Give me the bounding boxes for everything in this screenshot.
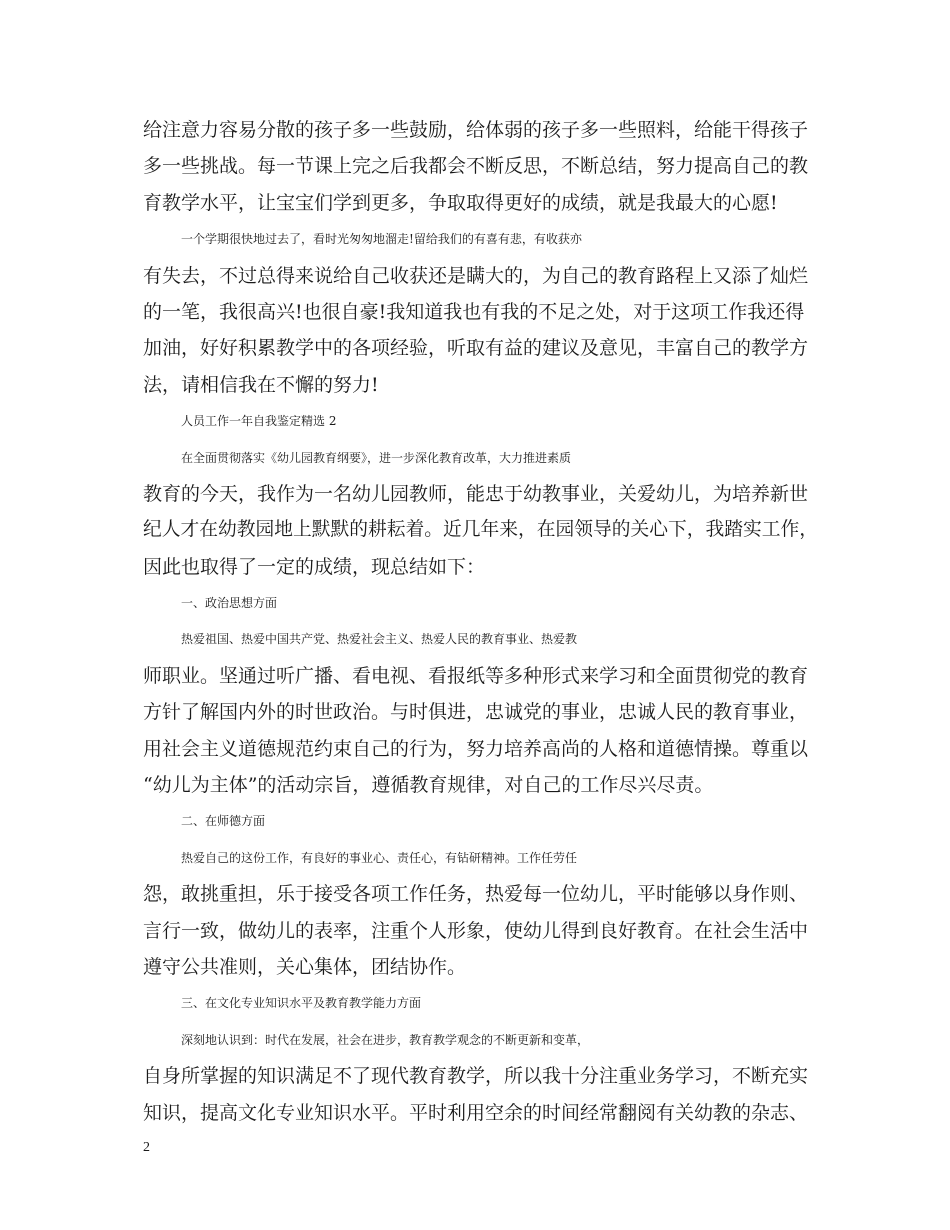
text-line: 的一笔，我很高兴!也很自豪!我知道我也有我的不足之处，对于这项工作我还得	[143, 300, 805, 323]
text-line: 加油，好好积累教学中的各项经验，听取有益的建议及意见，丰富自己的教学方	[143, 337, 809, 360]
text-line: 三、在文化专业知识水平及教育教学能力方面	[181, 996, 422, 1011]
text-line: 多一些挑战。每一节课上完之后我都会不断反思，不断总结，努力提高自己的教	[143, 155, 809, 178]
text-line: 二、在师德方面	[181, 814, 266, 829]
text-line: 言行一致，做幼儿的表率，注重个人形象，使幼儿得到良好教育。在社会生活中	[143, 919, 809, 942]
text-line: 法，请相信我在不懈的努力!	[143, 373, 379, 396]
text-line: 热爱自己的这份工作，有良好的事业心、责任心，有钻研精神。工作任劳任	[181, 850, 578, 865]
text-line: 深刻地认识到：时代在发展，社会在进步，教育教学观念的不断更新和变革，	[181, 1032, 590, 1047]
text-line: 纪人才在幼教园地上默默的耕耘着。近几年来，在园领导的关心下，我踏实工作，	[143, 519, 818, 541]
text-line: 一、政治思想方面	[181, 596, 278, 611]
text-line: 一个学期很快地过去了，看时光匆匆地溜走!留给我们的有喜有悲，有收获亦	[181, 232, 582, 247]
text-line: 在全面贯彻落实《幼儿园教育纲要》，进一步深化教育改革，大力推进素质	[181, 450, 572, 465]
text-line: 方针了解国内外的时世政治。与时俱进，忠诚党的事业，忠诚人民的教育事业，	[143, 701, 809, 724]
text-line: 遵守公共准则，关心集体，团结协作。	[143, 955, 467, 978]
document-body	[143, 112, 823, 1131]
text-line: 因此也取得了一定的成绩，现总结如下：	[143, 555, 486, 578]
text-line: 知识，提高文化专业知识水平。平时利用空余的时间经常翻阅有关幼教的杂志、	[143, 1101, 809, 1124]
text-line: 育教学水平，让宝宝们学到更多，争取取得更好的成绩，就是我最大的心愿!	[143, 191, 778, 214]
text-line: 自身所掌握的知识满足不了现代教育教学，所以我十分注重业务学习，不断充实	[143, 1065, 809, 1088]
text-line: “幼儿为主体”的活动宗旨，遵循教育规律，对自己的工作尽兴尽责。	[143, 774, 714, 797]
text-line: 师职业。坚通过听广播、看电视、看报纸等多种形式来学习和全面贯彻党的教育	[143, 664, 809, 687]
page-number: 2	[143, 1140, 150, 1155]
text-line: 怨，敢挑重担，乐于接受各项工作任务，热爱每一位幼儿，平时能够以身作则、	[143, 883, 809, 906]
text-line: 人员工作一年自我鉴定精选 2	[181, 414, 337, 429]
text-line: 热爱祖国、热爱中国共产党、热爱社会主义、热爱人民的教育事业、热爱教	[181, 632, 578, 647]
text-line: 给注意力容易分散的孩子多一些鼓励，给体弱的孩子多一些照料，给能干得孩子	[143, 119, 809, 141]
text-line: 教育的今天，我作为一名幼儿园教师，能忠于幼教事业，关爱幼儿，为培养新世	[143, 482, 809, 505]
text-line: 有失去，不过总得来说给自己收获还是瞒大的，为自己的教育路程上又添了灿烂	[143, 264, 809, 287]
text-line: 用社会主义道德规范约束自己的行为，努力培养高尚的人格和道德情操。尊重以	[143, 737, 809, 760]
